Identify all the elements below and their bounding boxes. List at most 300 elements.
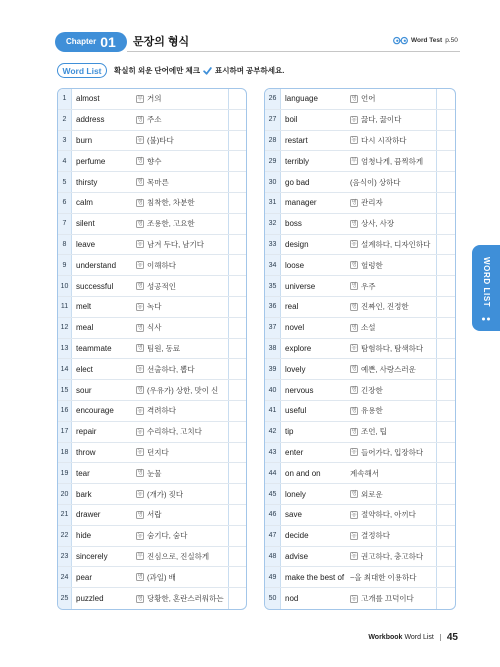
korean-meaning: 들어가다, 입장하다: [361, 447, 424, 457]
meaning-cell: [350, 588, 436, 609]
part-of-speech-badge: 명: [351, 428, 357, 435]
check-box-cell: [228, 380, 246, 400]
chapter-label: Chapter: [66, 37, 97, 46]
meaning-cell: [136, 151, 228, 171]
english-word: tip: [285, 427, 294, 437]
row-number: 21: [58, 505, 72, 525]
part-of-speech-badge: 동: [137, 241, 143, 248]
row-number: 6: [58, 193, 72, 213]
word-row: [58, 401, 246, 422]
korean-meaning: 끓다, 끓이다: [361, 115, 402, 125]
korean-meaning: 언어: [361, 94, 376, 104]
checkmark-icon: [203, 67, 212, 75]
word-test-label: Word Test: [411, 36, 443, 44]
check-box-cell: [228, 276, 246, 296]
footer: [368, 631, 458, 643]
word-table-right: [264, 88, 456, 610]
row-number: 16: [58, 401, 72, 421]
korean-meaning: 외로운: [361, 489, 383, 499]
check-box-cell: [436, 422, 455, 442]
english-word: pear: [76, 572, 93, 582]
part-of-speech-badge: 형: [351, 491, 357, 498]
word-row: [265, 547, 455, 568]
part-of-speech-badge: 동: [137, 532, 143, 539]
part-of-speech-badge: 동: [137, 303, 143, 310]
meaning-cell: [136, 505, 228, 525]
check-box-cell: [228, 255, 246, 275]
korean-meaning: 성공적인: [147, 281, 176, 291]
check-box-cell: [436, 151, 455, 171]
korean-meaning: 유용한: [361, 406, 383, 416]
check-box-cell: [436, 89, 455, 109]
english-word: encourage: [76, 406, 114, 416]
meaning-cell: [350, 255, 436, 275]
row-number: 3: [58, 131, 72, 151]
meaning-cell: [350, 547, 436, 567]
meaning-cell: [136, 235, 228, 255]
word-list-badge: Word List: [57, 63, 107, 78]
english-word: save: [285, 510, 302, 520]
english-word: restart: [285, 135, 308, 145]
check-box-cell: [436, 443, 455, 463]
check-box-cell: [228, 588, 246, 609]
english-word: sour: [76, 385, 92, 395]
part-of-speech-badge: 동: [351, 595, 357, 602]
row-number: 14: [58, 359, 72, 379]
korean-meaning: 격려하다: [147, 406, 176, 416]
part-of-speech-badge: 형: [351, 387, 357, 394]
meaning-cell: [350, 567, 436, 587]
check-box-cell: [228, 463, 246, 483]
meaning-cell: [136, 297, 228, 317]
row-number: 25: [58, 588, 72, 609]
korean-meaning: 눈물: [147, 468, 162, 478]
meaning-cell: [350, 401, 436, 421]
instruction-text: [114, 64, 284, 77]
meaning-cell: [136, 339, 228, 359]
check-box-cell: [228, 567, 246, 587]
meaning-cell: [136, 214, 228, 234]
part-of-speech-badge: 동: [137, 428, 143, 435]
korean-meaning: 향수: [147, 156, 162, 166]
dots-icon: [481, 317, 491, 321]
row-number: 39: [265, 359, 281, 379]
check-box-cell: [436, 276, 455, 296]
part-of-speech-badge: 명: [137, 345, 143, 352]
check-box-cell: [436, 505, 455, 525]
part-of-speech-badge: 명: [137, 574, 143, 581]
word-row: [265, 463, 455, 484]
english-word: melt: [76, 302, 92, 312]
korean-meaning: 상사, 사장: [361, 219, 395, 229]
glasses-icon: [393, 36, 408, 45]
row-number: 4: [58, 151, 72, 171]
word-row: [58, 359, 246, 380]
row-number: 34: [265, 255, 281, 275]
english-word: understand: [76, 260, 117, 270]
meaning-cell: [350, 526, 436, 546]
word-row: [58, 443, 246, 464]
korean-meaning: (과일) 배: [147, 572, 176, 582]
row-number: 45: [265, 484, 281, 504]
part-of-speech-badge: 부: [137, 553, 143, 560]
word-row: [265, 255, 455, 276]
word-row: [58, 235, 246, 256]
row-number: 15: [58, 380, 72, 400]
row-number: 17: [58, 422, 72, 442]
korean-meaning: 식사: [147, 323, 162, 333]
korean-meaning: 조언, 팁: [361, 427, 387, 437]
meaning-cell: [350, 131, 436, 151]
meaning-cell: [350, 110, 436, 130]
part-of-speech-badge: 형: [351, 303, 357, 310]
word-row: [265, 401, 455, 422]
english-word: elect: [76, 364, 93, 374]
check-box-cell: [436, 235, 455, 255]
meaning-cell: [350, 505, 436, 525]
check-box-cell: [228, 110, 246, 130]
meaning-cell: [350, 318, 436, 338]
meaning-cell: [136, 463, 228, 483]
part-of-speech-badge: 명: [351, 220, 357, 227]
row-number: 22: [58, 526, 72, 546]
korean-meaning: 결정하다: [361, 531, 390, 541]
korean-meaning: 숨기다, 숨다: [147, 531, 188, 541]
word-test-reference: [393, 35, 458, 45]
meaning-cell: [350, 339, 436, 359]
word-row: [265, 380, 455, 401]
word-row: [58, 214, 246, 235]
meaning-cell: [350, 297, 436, 317]
english-word: loose: [285, 260, 305, 270]
part-of-speech-badge: 동: [351, 345, 357, 352]
check-box-cell: [228, 151, 246, 171]
part-of-speech-badge: 형: [137, 595, 143, 602]
check-box-cell: [436, 255, 455, 275]
row-number: 40: [265, 380, 281, 400]
word-row: [265, 235, 455, 256]
korean-meaning: 침착한, 차분한: [147, 198, 195, 208]
korean-meaning: 서랍: [147, 510, 162, 520]
word-row: [265, 339, 455, 360]
row-number: 41: [265, 401, 281, 421]
word-row: [58, 422, 246, 443]
english-word: lonely: [285, 489, 306, 499]
korean-meaning: 진심으로, 진실하게: [147, 551, 210, 561]
part-of-speech-badge: 명: [351, 283, 357, 290]
check-box-cell: [436, 463, 455, 483]
footer-book-title: Workbook: [368, 633, 403, 641]
row-number: 36: [265, 297, 281, 317]
korean-meaning: (음식이) 상하다: [350, 177, 401, 187]
korean-meaning: 설계하다, 디자인하다: [361, 239, 431, 249]
row-number: 27: [265, 110, 281, 130]
row-number: 11: [58, 297, 72, 317]
row-number: 5: [58, 172, 72, 192]
footer-section-title: Word List: [404, 633, 434, 641]
english-word: on and on: [285, 468, 321, 478]
check-box-cell: [436, 214, 455, 234]
row-number: 49: [265, 567, 281, 587]
meaning-cell: [136, 276, 228, 296]
part-of-speech-badge: 명: [137, 158, 143, 165]
meaning-cell: [136, 588, 228, 609]
row-number: 13: [58, 339, 72, 359]
meaning-cell: [136, 526, 228, 546]
part-of-speech-badge: 동: [351, 449, 357, 456]
meaning-cell: [136, 547, 228, 567]
word-row: [265, 505, 455, 526]
meaning-cell: [136, 401, 228, 421]
korean-meaning: 우주: [361, 281, 376, 291]
check-box-cell: [436, 380, 455, 400]
word-test-page: p.50: [445, 36, 458, 44]
meaning-cell: [350, 463, 436, 483]
word-row: [265, 214, 455, 235]
english-word: thirsty: [76, 177, 98, 187]
check-box-cell: [228, 484, 246, 504]
part-of-speech-badge: 동: [351, 511, 357, 518]
english-word: burn: [76, 135, 93, 145]
korean-meaning: 목마른: [147, 177, 169, 187]
meaning-cell: [136, 380, 228, 400]
english-word: meal: [76, 323, 94, 333]
side-tab-label: WORD LIST: [482, 257, 491, 308]
meaning-cell: [350, 172, 436, 192]
korean-meaning: 다시 시작하다: [361, 135, 407, 145]
word-row: [265, 359, 455, 380]
english-word: leave: [76, 239, 96, 249]
english-word: sincerely: [76, 551, 108, 561]
word-row: [265, 443, 455, 464]
english-word: design: [285, 239, 309, 249]
check-box-cell: [228, 297, 246, 317]
korean-meaning: 탐험하다, 탐색하다: [361, 343, 424, 353]
chapter-number: 01: [100, 34, 116, 50]
header-divider: [127, 51, 460, 52]
part-of-speech-badge: 형: [137, 283, 143, 290]
english-word: manager: [285, 198, 317, 208]
english-word: tear: [76, 468, 90, 478]
word-row: [265, 131, 455, 152]
korean-meaning: 헐렁한: [361, 260, 383, 270]
check-box-cell: [436, 484, 455, 504]
english-word: nod: [285, 594, 299, 604]
word-row: [58, 297, 246, 318]
part-of-speech-badge: 동: [137, 407, 143, 414]
row-number: 29: [265, 151, 281, 171]
check-box-cell: [228, 89, 246, 109]
korean-meaning: (우유가) 상한, 맛이 신: [147, 385, 219, 395]
part-of-speech-badge: 형: [137, 387, 143, 394]
korean-meaning: 거의: [147, 94, 162, 104]
part-of-speech-badge: 동: [137, 366, 143, 373]
row-number: 20: [58, 484, 72, 504]
english-word: teammate: [76, 343, 112, 353]
english-word: address: [76, 115, 105, 125]
check-box-cell: [436, 339, 455, 359]
row-number: 32: [265, 214, 281, 234]
part-of-speech-badge: 형: [351, 262, 357, 269]
check-box-cell: [228, 193, 246, 213]
word-row: [265, 318, 455, 339]
word-row: [58, 484, 246, 505]
korean-meaning: 주소: [147, 115, 162, 125]
part-of-speech-badge: 명: [351, 324, 357, 331]
check-box-cell: [436, 526, 455, 546]
meaning-cell: [136, 89, 228, 109]
instruction-part-2: 표시하며 공부하세요.: [214, 66, 285, 75]
part-of-speech-badge: 형: [137, 179, 143, 186]
word-row: [58, 339, 246, 360]
korean-meaning: 조용한, 고요한: [147, 219, 195, 229]
word-row: [58, 547, 246, 568]
word-row: [265, 110, 455, 131]
row-number: 26: [265, 89, 281, 109]
row-number: 10: [58, 276, 72, 296]
meaning-cell: [350, 276, 436, 296]
row-number: 23: [58, 547, 72, 567]
row-number: 2: [58, 110, 72, 130]
part-of-speech-badge: 동: [351, 553, 357, 560]
check-box-cell: [228, 318, 246, 338]
word-row: [265, 89, 455, 110]
row-number: 19: [58, 463, 72, 483]
word-row: [58, 526, 246, 547]
word-row: [265, 193, 455, 214]
english-word: calm: [76, 198, 93, 208]
word-row: [58, 89, 246, 110]
meaning-cell: [136, 172, 228, 192]
meaning-cell: [350, 214, 436, 234]
word-row: [265, 297, 455, 318]
english-word: perfume: [76, 156, 106, 166]
row-number: 1: [58, 89, 72, 109]
part-of-speech-badge: 동: [351, 532, 357, 539]
part-of-speech-badge: 명: [137, 511, 143, 518]
part-of-speech-badge: 동: [137, 449, 143, 456]
english-word: puzzled: [76, 594, 104, 604]
english-word: terribly: [285, 156, 310, 166]
meaning-cell: [350, 422, 436, 442]
meaning-cell: [136, 484, 228, 504]
row-number: 30: [265, 172, 281, 192]
page-number: 45: [446, 631, 458, 643]
word-row: [265, 484, 455, 505]
chapter-title: 문장의 형식: [133, 36, 190, 48]
english-word: enter: [285, 447, 304, 457]
row-number: 7: [58, 214, 72, 234]
korean-meaning: (개가) 짖다: [147, 489, 184, 499]
korean-meaning: 예쁜, 사랑스러운: [361, 364, 416, 374]
check-box-cell: [228, 359, 246, 379]
row-number: 50: [265, 588, 281, 609]
row-number: 33: [265, 235, 281, 255]
word-row: [58, 193, 246, 214]
korean-meaning: 긴장한: [361, 385, 383, 395]
word-row: [265, 276, 455, 297]
word-row: [58, 131, 246, 152]
part-of-speech-badge: 명: [351, 95, 357, 102]
word-row: [58, 588, 246, 609]
row-number: 38: [265, 339, 281, 359]
korean-meaning: 소설: [361, 323, 376, 333]
korean-meaning: 계속해서: [350, 468, 379, 478]
part-of-speech-badge: 형: [137, 220, 143, 227]
english-word: boil: [285, 115, 298, 125]
korean-meaning: 엄청나게, 끔찍하게: [361, 156, 424, 166]
english-word: make the best of: [285, 572, 345, 582]
part-of-speech-badge: 동: [137, 491, 143, 498]
row-number: 43: [265, 443, 281, 463]
meaning-cell: [136, 110, 228, 130]
check-box-cell: [436, 297, 455, 317]
part-of-speech-badge: 동: [351, 241, 357, 248]
word-row: [58, 567, 246, 588]
footer-divider: [440, 634, 441, 641]
korean-meaning: 진짜인, 진정한: [361, 302, 409, 312]
english-word: real: [285, 302, 299, 312]
meaning-cell: [136, 318, 228, 338]
korean-meaning: 절약하다, 아끼다: [361, 510, 416, 520]
english-word: bark: [76, 489, 92, 499]
check-box-cell: [228, 443, 246, 463]
row-number: 42: [265, 422, 281, 442]
meaning-cell: [136, 255, 228, 275]
part-of-speech-badge: 동: [351, 137, 357, 144]
word-row: [265, 172, 455, 193]
check-box-cell: [436, 172, 455, 192]
word-row: [58, 463, 246, 484]
part-of-speech-badge: 명: [137, 470, 143, 477]
korean-meaning: 던지다: [147, 447, 169, 457]
check-box-cell: [436, 401, 455, 421]
word-row: [265, 422, 455, 443]
word-table-left: [57, 88, 247, 610]
row-number: 46: [265, 505, 281, 525]
check-box-cell: [228, 526, 246, 546]
korean-meaning: ~을 최대한 이용하다: [350, 572, 417, 582]
word-row: [58, 151, 246, 172]
instruction-part-1: 확실히 외운 단어에만 체크: [114, 66, 200, 75]
english-word: throw: [76, 447, 96, 457]
check-box-cell: [228, 505, 246, 525]
english-word: almost: [76, 94, 100, 104]
check-box-cell: [228, 401, 246, 421]
check-box-cell: [228, 547, 246, 567]
check-box-cell: [436, 318, 455, 338]
meaning-cell: [136, 131, 228, 151]
row-number: 48: [265, 547, 281, 567]
word-row: [58, 172, 246, 193]
part-of-speech-badge: 형: [137, 199, 143, 206]
english-word: go bad: [285, 177, 310, 187]
meaning-cell: [350, 443, 436, 463]
korean-meaning: 관리자: [361, 198, 383, 208]
english-word: hide: [76, 531, 92, 541]
english-word: advise: [285, 551, 309, 561]
check-box-cell: [228, 422, 246, 442]
english-word: successful: [76, 281, 114, 291]
row-number: 9: [58, 255, 72, 275]
row-number: 47: [265, 526, 281, 546]
row-number: 12: [58, 318, 72, 338]
part-of-speech-badge: 부: [351, 158, 357, 165]
korean-meaning: 선출하다, 뽑다: [147, 364, 195, 374]
check-box-cell: [436, 131, 455, 151]
row-number: 28: [265, 131, 281, 151]
part-of-speech-badge: 명: [137, 116, 143, 123]
